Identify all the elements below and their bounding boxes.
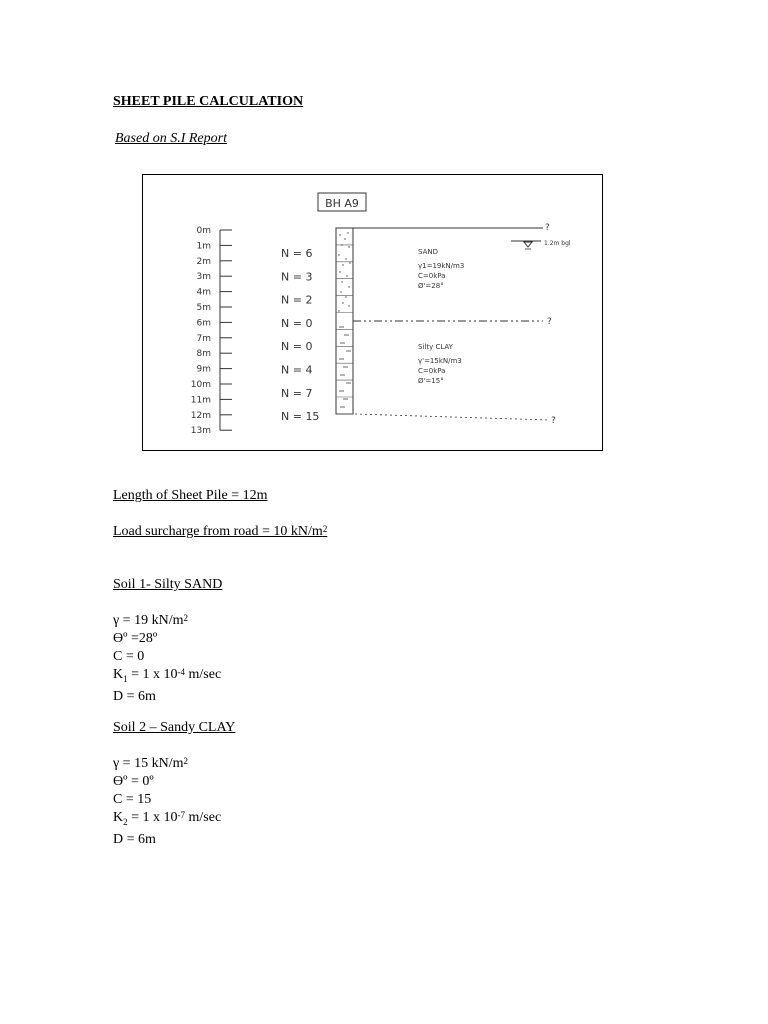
depth-label: 1m <box>196 241 211 252</box>
depth-label: 10m <box>190 380 211 390</box>
sand-hatch-dot <box>348 246 349 247</box>
sand-hatch-dot <box>347 232 348 233</box>
sand-hatch-dot <box>348 286 349 287</box>
spt-value: N = 7 <box>281 386 313 400</box>
soil1-k-value: = 1 x 10 <box>127 667 178 682</box>
spt-value: N = 2 <box>281 293 313 307</box>
load-surcharge-exponent: 2 <box>322 524 328 534</box>
depth-label: 5m <box>196 303 211 313</box>
sand-hatch-dot <box>344 238 345 239</box>
depth-label: 13m <box>190 426 211 437</box>
ground-unknown-marker: ? <box>545 223 550 233</box>
page-subtitle: Based on S.I Report <box>115 131 227 146</box>
water-level-label: 1.2m bgl <box>544 240 571 247</box>
soil2-d: D = 6m <box>113 831 156 847</box>
sand-hatch-dot <box>342 264 343 265</box>
sand-hatch-dot <box>339 234 340 235</box>
sand-hatch-dot <box>341 244 342 245</box>
soil2-gamma-text: γ = 15 kN/m <box>113 756 184 771</box>
sand-hatch-dot <box>342 302 343 303</box>
sheet-pile-length: Length of Sheet Pile = 12m <box>113 488 268 503</box>
spt-value: N = 0 <box>281 316 313 330</box>
depth-scale <box>191 226 232 436</box>
layer2-prop-phi: Ø'=15° <box>418 377 444 385</box>
depth-label: 8m <box>196 349 211 360</box>
soil2-theta: Ɵº = 0º <box>113 774 154 789</box>
depth-label: 11m <box>190 395 211 406</box>
soil1-k <box>113 666 221 688</box>
soil1-gamma-text: γ = 19 kN/m <box>113 613 184 628</box>
soil1-c: C = 0 <box>113 649 145 664</box>
depth-label: 6m <box>196 318 211 329</box>
soil2-parameters <box>113 755 221 849</box>
layer2-prop-gamma: γ'=15kN/m3 <box>418 357 462 365</box>
layer2-prop-c: C=0kPa <box>418 367 446 375</box>
soil2-c: C = 15 <box>113 792 152 807</box>
depth-label: 3m <box>196 272 211 283</box>
spt-value: N = 4 <box>281 363 313 377</box>
soil1-d: D = 6m <box>113 688 156 704</box>
soil1-k-symbol: K <box>113 667 124 682</box>
sand-hatch-dot <box>341 281 342 282</box>
soil1-parameters <box>113 612 221 706</box>
sand-hatch-dot <box>349 262 350 263</box>
sand-hatch-dot <box>338 254 339 255</box>
spt-value: N = 6 <box>281 247 313 260</box>
borehole-log-drawing <box>143 175 604 452</box>
sand-hatch-dot <box>339 271 340 272</box>
sand-hatch-dot <box>348 305 349 306</box>
depth-label: 7m <box>196 333 211 344</box>
spt-value: N = 0 <box>281 340 313 354</box>
soil1-theta: Ɵº =28º <box>113 631 158 646</box>
sand-hatch-dot <box>338 310 339 311</box>
layer2-name: Silty CLAY <box>418 343 453 351</box>
layer1-name: SAND <box>418 248 438 256</box>
borehole-log-figure <box>142 174 603 451</box>
layer1-prop-phi: Ø'=28° <box>418 282 444 290</box>
soil1-k-unit: m/sec <box>185 667 222 682</box>
sand-hatch-dot <box>345 258 346 259</box>
soil2-gamma <box>113 755 221 773</box>
borehole-id: BH A9 <box>325 197 359 210</box>
spt-value: N = 15 <box>281 410 320 424</box>
page-title: SHEET PILE CALCULATION <box>113 94 304 109</box>
soil2-k-symbol: K <box>113 810 124 825</box>
soil1-k-exponent: -4 <box>177 667 186 677</box>
soil2-heading: Soil 2 – Sandy CLAY <box>113 720 236 735</box>
water-table-icon <box>524 242 532 247</box>
spt-values <box>281 247 319 423</box>
sand-hatch-dot <box>340 291 341 292</box>
soil1-gamma <box>113 612 221 630</box>
borehole-column-cells <box>336 232 353 414</box>
sand-hatch-dot <box>345 296 346 297</box>
soil2-k-exponent: -7 <box>177 810 186 820</box>
load-surcharge-text: Load surcharge from road = 10 kN/m <box>113 524 323 539</box>
soil1-heading: Soil 1- Silty SAND <box>113 577 223 592</box>
borehole-column <box>336 228 353 414</box>
boundary-unknown-marker: ? <box>547 317 552 327</box>
layer1-prop-c: C=0kPa <box>418 272 446 280</box>
depth-label: 9m <box>196 364 211 375</box>
soil2-gamma-exponent: 2 <box>183 756 188 766</box>
layer1-prop-gamma: γ1=19kN/m3 <box>418 262 465 270</box>
soil2-k-subscript: 2 <box>123 816 128 827</box>
soil1-k-subscript: 1 <box>123 673 128 684</box>
depth-label: 12m <box>190 410 211 421</box>
soil2-k-unit: m/sec <box>185 810 222 825</box>
load-surcharge <box>113 523 327 541</box>
depth-label: 4m <box>196 287 211 298</box>
bottom-boundary-line <box>355 414 549 420</box>
depth-label: 0m <box>196 226 211 236</box>
bottom-unknown-marker: ? <box>551 416 556 426</box>
depth-label: 2m <box>196 256 211 267</box>
soil2-k <box>113 809 221 831</box>
soil1-gamma-exponent: 2 <box>183 613 188 623</box>
spt-value: N = 3 <box>281 270 313 284</box>
soil2-k-value: = 1 x 10 <box>127 810 178 825</box>
sand-hatch-dot <box>346 275 347 276</box>
